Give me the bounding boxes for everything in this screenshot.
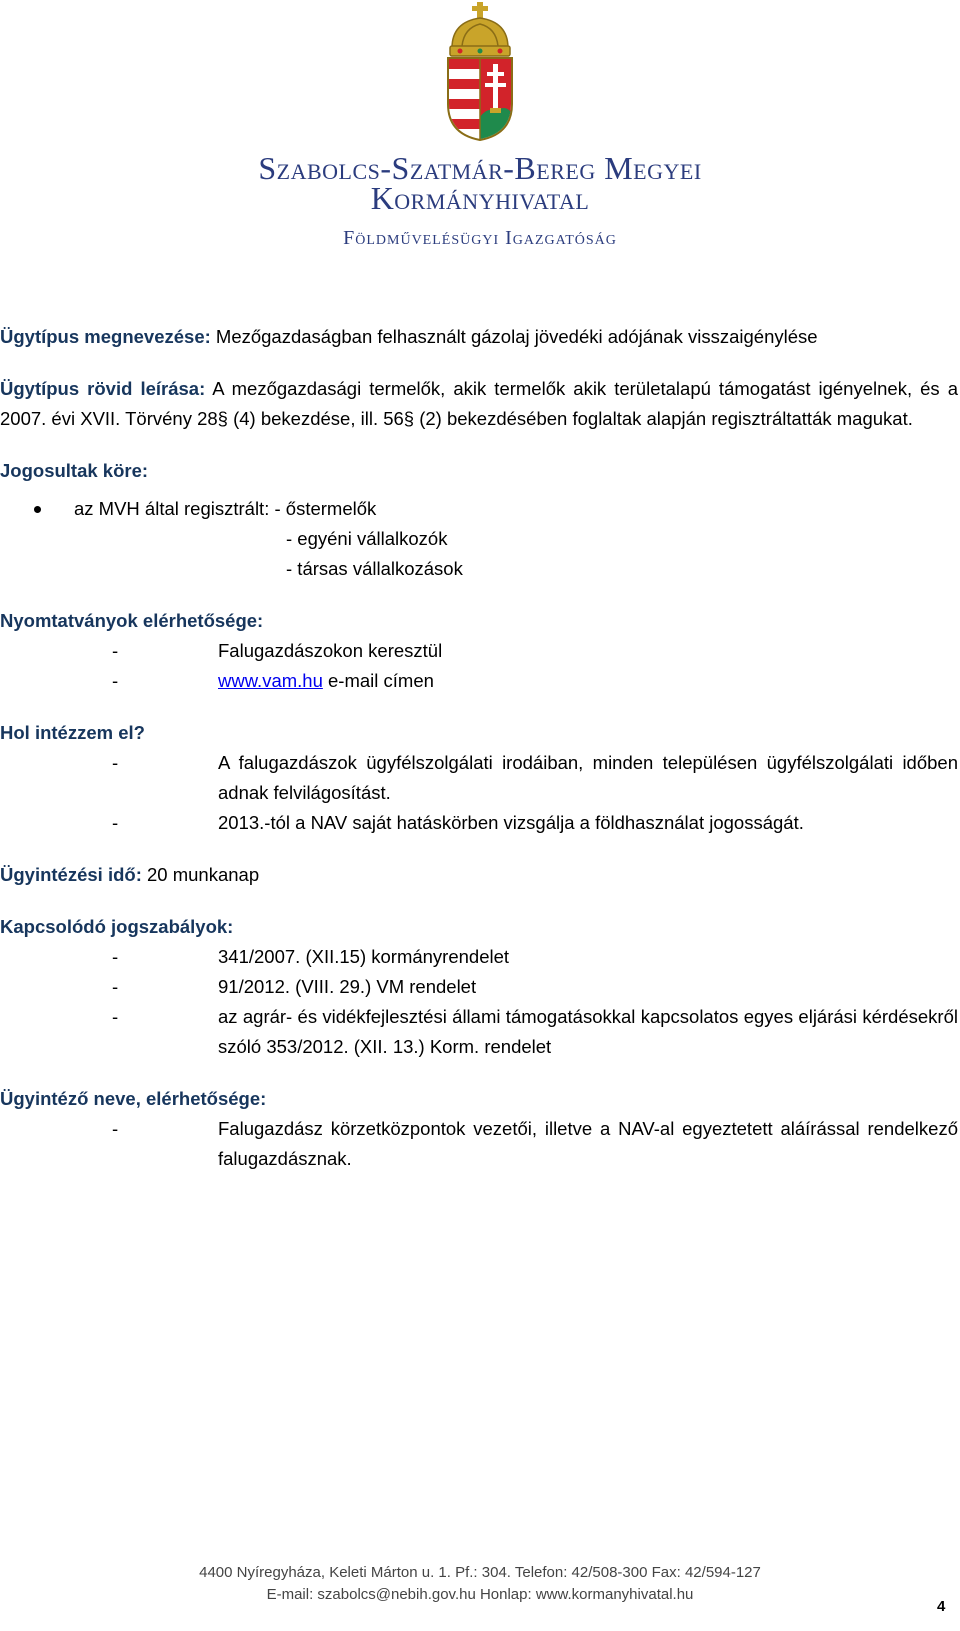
hungarian-coat-of-arms-logo [440,0,520,142]
footer-address: 4400 Nyíregyháza, Keleti Márton u. 1. Pf.: 304. Telefon: 42/508-300 Fax: 42/594-127 [199,1564,761,1581]
case-type-paragraph [0,322,960,352]
page-footer [0,1562,960,1606]
processing-time-paragraph [0,860,960,890]
case-type-value: Mezőgazdaságban felhasznált gázolaj jövedéki adójának visszaigénylése [210,326,818,347]
letterhead [0,0,960,260]
document-body [0,322,960,1174]
regulation-item: - 341/2007. (XII.15) kormányrendelet [112,946,510,967]
org-name-line2: Kormányhivatal [370,180,590,216]
forms-item: - Falugazdászokon keresztül [112,640,443,661]
org-name-line1: Szabolcs-Szatmár-Bereg Megyei [258,150,702,186]
eligible-sub-item: - egyéni vállalkozók [286,528,448,549]
eligible-intro: az MVH által regisztrált: - őstermelők [74,498,377,519]
where-item: - 2013.-tól a NAV saját hatáskörben vizsgálja a földhasználat jogosságát. [112,812,804,833]
where-title: Hol intézzem el? [0,722,145,743]
forms-item: - www.vam.hu e-mail címen [112,670,434,691]
processing-time-value: 20 munkanap [141,864,260,885]
footer-contact: E-mail: szabolcs@nebih.gov.hu Honlap: www.kormanyhivatal.hu [266,1586,694,1603]
org-department: Földművelésügyi Igazgatóság [343,227,617,249]
case-description-label: Ügytípus rövid leírása: [0,378,206,399]
case-type-label: Ügytípus megnevezése: [0,326,211,347]
eligible-title: Jogosultak köre: [0,460,149,481]
contact-item: - Falugazdász körzetközpontok vezetői, illetve a NAV-al egyeztetett aláírással rendelkező falugazdásznak. [112,1118,958,1169]
contact-title: Ügyintéző neve, elérhetősége: [0,1088,267,1109]
case-description-paragraph [0,374,960,434]
forms-title: Nyomtatványok elérhetősége: [0,610,264,631]
processing-time-label: Ügyintézési idő: [0,864,142,885]
page-number: 4 [937,1598,946,1615]
eligible-sub-item: - társas vállalkozások [286,558,463,579]
where-item: - A falugazdászok ügyfélszolgálati irodáiban, minden településen ügyfélszolgálati időben adnak felvilágosítást. [112,752,958,803]
regulation-item: - 91/2012. (VIII. 29.) VM rendelet [112,976,477,997]
regulations-title: Kapcsolódó jogszabályok: [0,916,234,937]
bullet-icon [34,506,41,513]
case-description-value: A mezőgazdasági termelők, akik termelők akik területalapú támogatást igényelnek, és a 2007. évi XVII. Törvény 28§ (4) bekezdése, ill. 56§ (2) bekezdésében foglaltak alapján regisztráltatták magukat. [0,378,958,429]
eligible-bullet-item [0,494,960,524]
regulation-item: - az agrár- és vidékfejlesztési állami támogatásokkal kapcsolatos egyes eljárási kérdésekről szóló 353/2012. (XII. 13.) Korm. rendelet [112,1006,958,1057]
vam-website-link[interactable]: www.vam.hu [218,670,323,691]
